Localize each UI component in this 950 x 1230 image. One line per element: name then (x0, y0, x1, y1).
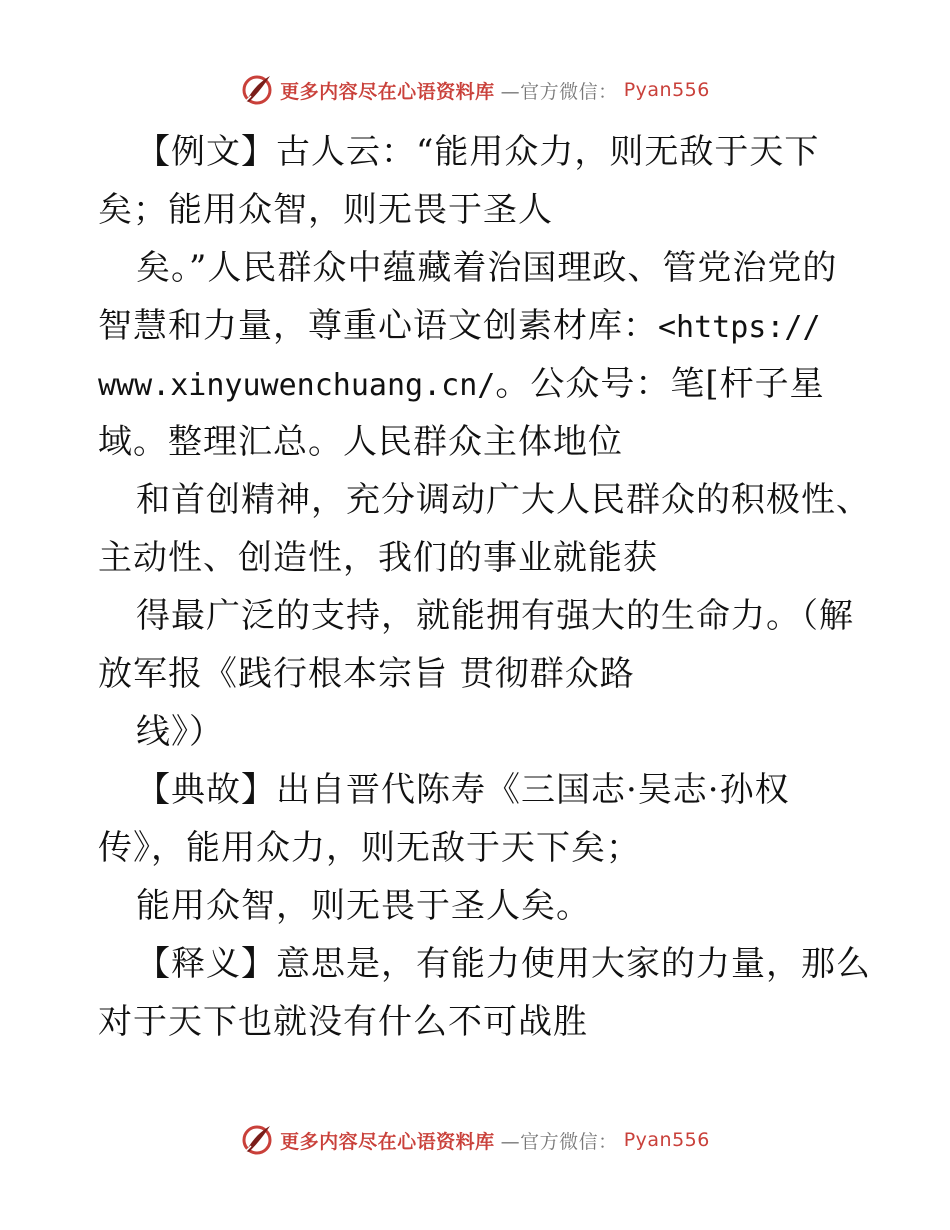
banner-wechat-id: Pyan556 (623, 79, 710, 101)
banner-site-name: 更多内容尽在心语资料库 (280, 80, 495, 103)
text-line: 【例文】古人云：“能用众力，则无敌于天下 (136, 132, 820, 172)
banner-wechat-label: —官方微信： (500, 80, 618, 103)
text-line: 主动性、创造性，我们的事业就能获 (98, 538, 658, 578)
text-line: 矣。”人民群众中蕴藏着治国理政、管党治党的 (136, 248, 838, 288)
text-segment: 智慧和力量，尊重心语文创素材库： (98, 306, 658, 346)
text-line (98, 355, 868, 413)
banner-wechat-id: Pyan556 (623, 1129, 710, 1151)
text-line: 能用众智，则无畏于圣人矣。 (136, 886, 591, 926)
banner-wechat-label: —官方微信： (500, 1130, 618, 1153)
header-banner (0, 70, 950, 110)
text-line: 对于天下也就没有什么不可战胜 (98, 1002, 588, 1042)
text-line: 和首创精神，充分调动广大人民群众的积极性、 (136, 480, 871, 520)
text-line: 放军报《践行根本宗旨 贯彻群众路 (98, 654, 635, 694)
quill-pen-logo-icon (240, 73, 274, 107)
text-line: 传》，能用众力，则无敌于天下矣； (98, 828, 641, 868)
footer-banner (0, 1120, 950, 1160)
text-line: 线》） (136, 712, 224, 752)
text-line (98, 297, 868, 355)
text-line: 域。整理汇总。人民群众主体地位 (98, 422, 623, 462)
text-line: 矣；能用众智，则无畏于圣人 (98, 190, 553, 230)
text-segment: 。公众号：笔[杆子星 (495, 364, 825, 404)
text-line: 【释义】意思是，有能力使用大家的力量，那么 (136, 944, 871, 984)
url-text: <https:// (658, 310, 821, 345)
text-line: 得最广泛的支持，就能拥有强大的生命力。（解 (136, 596, 854, 636)
banner-site-name: 更多内容尽在心语资料库 (280, 1130, 495, 1153)
url-text: www.xinyuwenchuang.cn/ (98, 368, 496, 403)
text-line: 【典故】出自晋代陈寿《三国志·吴志·孙权 (136, 770, 790, 810)
quill-pen-logo-icon (240, 1123, 274, 1157)
document-body (98, 123, 871, 1051)
